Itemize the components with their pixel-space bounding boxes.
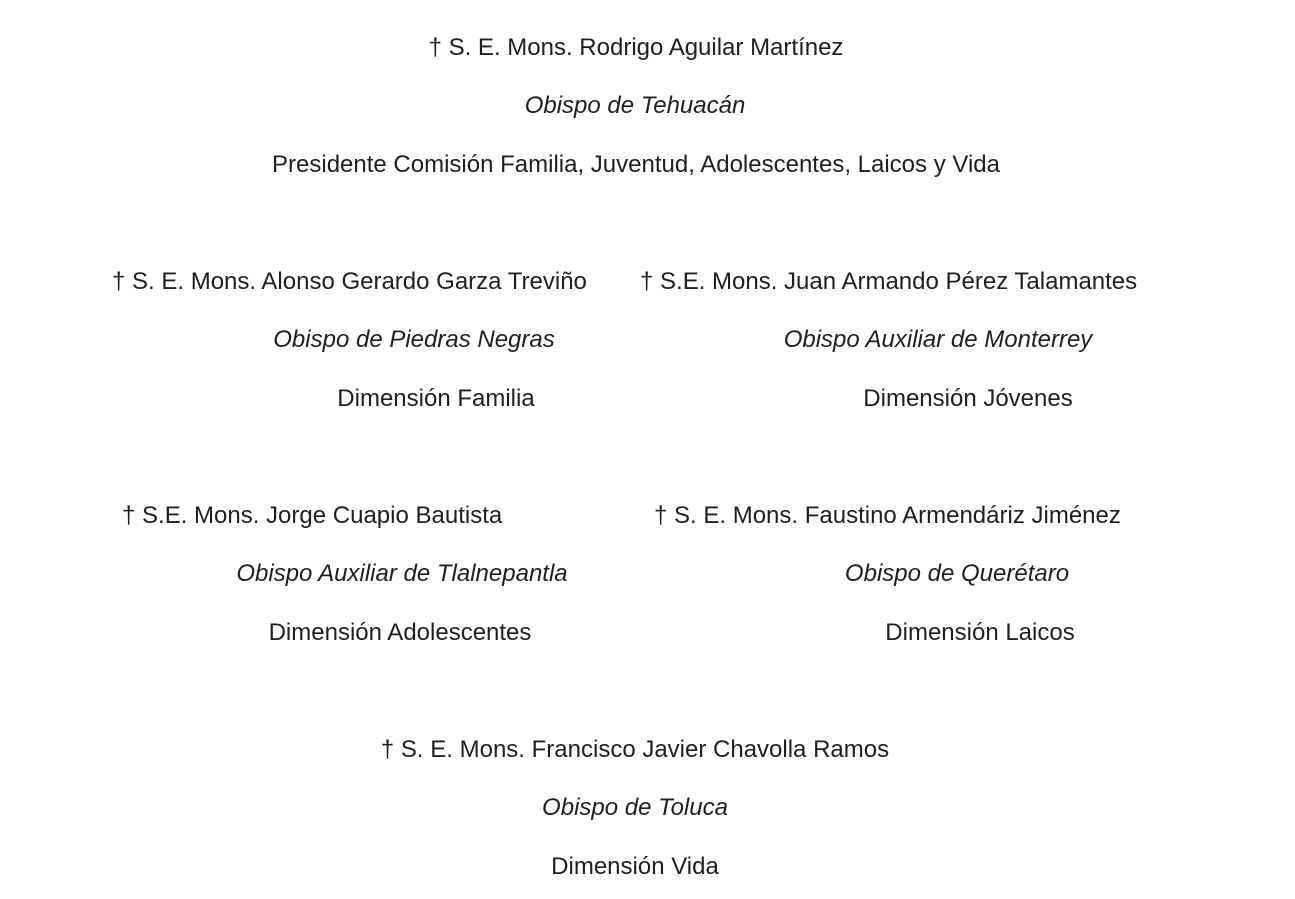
- member-see: Obispo de Piedras Negras: [273, 326, 555, 353]
- member-role: Dimensión Jóvenes: [863, 385, 1073, 412]
- member-role: Dimensión Familia: [337, 385, 535, 412]
- president-see: Obispo de Tehuacán: [524, 92, 746, 119]
- member-name: † S. E. Mons. Faustino Armendáriz Jiménez: [654, 502, 1121, 529]
- member-role: Dimensión Adolescentes: [268, 619, 532, 646]
- member-see: Obispo Auxiliar de Tlalnepantla: [236, 560, 568, 587]
- member-name: † S. E. Mons. Alonso Gerardo Garza Treviño: [112, 268, 587, 295]
- member-name: † S.E. Mons. Juan Armando Pérez Talamantes: [640, 268, 1138, 295]
- president-name: † S. E. Mons. Rodrigo Aguilar Martínez: [428, 34, 844, 61]
- member-see: Obispo de Toluca: [542, 794, 728, 821]
- member-name: † S. E. Mons. Francisco Javier Chavolla Ramos: [380, 736, 890, 763]
- member-role: Dimensión Vida: [551, 853, 719, 880]
- president-role: Presidente Comisión Familia, Juventud, Adolescentes, Laicos y Vida: [272, 151, 1000, 178]
- member-see: Obispo de Querétaro: [844, 560, 1070, 587]
- member-see: Obispo Auxiliar de Monterrey: [783, 326, 1093, 353]
- member-name: † S.E. Mons. Jorge Cuapio Bautista: [122, 502, 503, 529]
- member-role: Dimensión Laicos: [885, 619, 1075, 646]
